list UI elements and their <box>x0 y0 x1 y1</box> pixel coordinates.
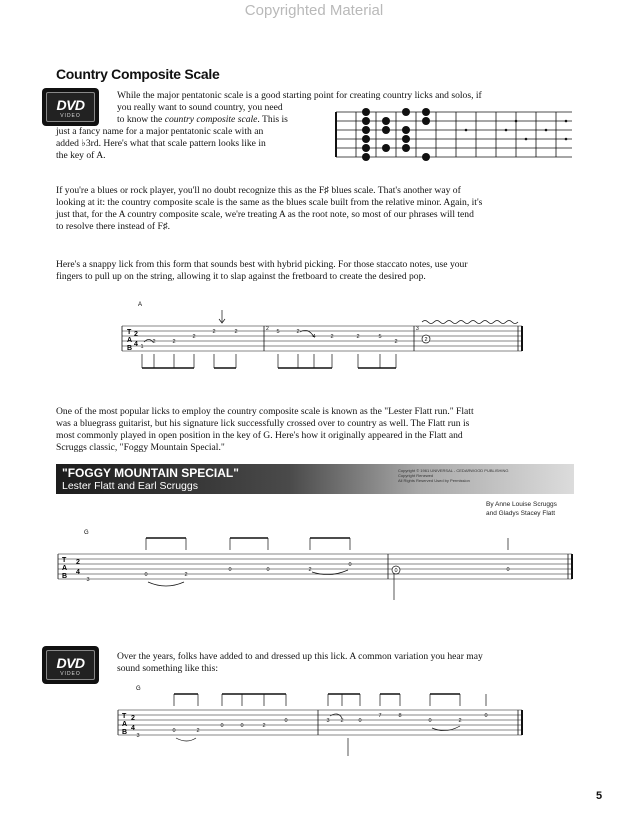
paragraph-1-line-2: you really want to sound country, you need <box>117 102 283 113</box>
paragraph-1-line-3-post: . This is <box>257 114 288 125</box>
dvd-logo-text: DVD <box>56 97 85 113</box>
paragraph-5-line-1: Over the years, folks have added to and dressed up this lick. A common variation you hear may <box>117 651 483 662</box>
songwriter-line-2: and Gladys Stacey Flatt <box>486 510 556 517</box>
dvd-video-icon-2[interactable] <box>42 646 99 684</box>
paragraph-1-line-3-pre: to know the <box>117 114 165 125</box>
svg-text:0: 0 <box>240 723 244 729</box>
svg-text:2: 2 <box>152 339 156 345</box>
svg-text:8: 8 <box>398 713 402 719</box>
paragraph-1-line-5: added ♭3rd. Here's what that scale pattern looks like in <box>56 138 266 149</box>
svg-text:2: 2 <box>458 718 462 724</box>
svg-text:2: 2 <box>212 329 216 335</box>
svg-text:3: 3 <box>136 733 140 739</box>
svg-text:2: 2 <box>394 339 398 345</box>
tab-letter-t: T <box>127 329 132 336</box>
songwriter-line-1: By Anne Louise Scruggs <box>486 501 557 508</box>
chord-symbol-2: G <box>84 530 89 536</box>
copyright-line-3: All Rights Reserved Used by Permission <box>398 478 470 483</box>
svg-text:0: 0 <box>228 567 232 573</box>
svg-text:2: 2 <box>196 728 200 734</box>
dvd-badge-frame-2 <box>46 650 95 680</box>
paragraph-1-line-6: the key of A. <box>56 150 106 161</box>
svg-text:2: 2 <box>330 334 334 340</box>
time-signature-top: 2 <box>76 559 80 566</box>
paragraph-3-line-1: Here's a snappy lick from this form that sounds best with hybrid picking. For those staccato notes, use your <box>56 259 468 270</box>
copyright-watermark: Copyrighted Material <box>244 2 384 19</box>
svg-text:2: 2 <box>234 329 238 335</box>
svg-text:7: 7 <box>378 713 382 719</box>
paragraph-2-line-2: looking at it: the country composite scale is the same as the blues scale built from the relative minor. Again, it's <box>56 197 483 208</box>
svg-text:5: 5 <box>276 329 280 335</box>
paragraph-4-line-2: was a bluegrass guitarist, but his signature lick successfully crossed over to country as well. The Flatt run is <box>56 418 470 429</box>
scale-fretboard-diagram <box>330 104 576 168</box>
paragraph-4-line-1: One of the most popular licks to employ the country composite scale is known as the "Lester Flatt run." Flatt <box>56 406 474 417</box>
chord-symbol-3: G <box>136 686 141 692</box>
copyright-line-2: Copyright Renewed <box>398 473 434 478</box>
svg-text:2: 2 <box>356 334 360 340</box>
time-signature-top: 2 <box>134 331 138 338</box>
tab-letter-a: A <box>127 337 133 344</box>
tab-letter-b: B <box>62 573 68 580</box>
dvd-logo-text-2: DVD <box>56 655 85 671</box>
chord-symbol-1: A <box>138 302 143 308</box>
dvd-sub-text: VIDEO <box>60 113 81 119</box>
svg-text:0: 0 <box>172 728 176 734</box>
paragraph-2-line-1: If you're a blues or rock player, you'll no doubt recognize this as the F♯ blues scale. That's another way of <box>56 185 461 196</box>
svg-text:0: 0 <box>284 718 288 724</box>
svg-text:3: 3 <box>326 718 330 724</box>
svg-text:3: 3 <box>86 577 90 583</box>
song-title: "FOGGY MOUNTAIN SPECIAL" <box>62 466 239 480</box>
tab-example-1 <box>118 296 528 378</box>
svg-text:2: 2 <box>296 329 300 335</box>
bar-number-3: 3 <box>416 326 419 332</box>
tab-example-3 <box>114 680 526 764</box>
page-number: 5 <box>596 790 603 802</box>
svg-text:0: 0 <box>220 723 224 729</box>
svg-text:2: 2 <box>172 339 176 345</box>
paragraph-1-emphasis: country composite scale <box>164 114 258 125</box>
time-signature-bottom: 4 <box>76 569 80 576</box>
svg-text:5: 5 <box>378 334 382 340</box>
tab-letter-a: A <box>62 565 68 572</box>
tab-letter-b: B <box>127 345 133 352</box>
songwriter-credit <box>486 500 557 518</box>
svg-text:2: 2 <box>184 572 188 578</box>
time-signature-bottom: 4 <box>134 341 138 348</box>
svg-text:2: 2 <box>308 567 312 573</box>
bar-number-2: 2 <box>266 326 269 332</box>
paragraph-5-line-2: sound something like this: <box>117 663 219 674</box>
paragraph-1-line-3 <box>117 114 288 126</box>
copyright-line-1: Copyright © 1961 UNIVERSAL - CEDARWOOD PUBLISHING <box>398 468 509 473</box>
svg-text:0: 0 <box>266 567 270 573</box>
paragraph-3-line-2: fingers to pull up on the string, allowing it to slap against the fretboard to create the desired pop. <box>56 271 426 282</box>
svg-text:2: 2 <box>340 718 344 724</box>
paragraph-2-line-3: just that, for the A country composite scale, we're treating A as the root note, so most of our phrases will tend <box>56 209 474 220</box>
time-signature-bottom: 4 <box>131 725 135 732</box>
svg-text:0: 0 <box>506 567 510 573</box>
tab-letter-b: B <box>122 729 128 736</box>
dvd-sub-text-2: VIDEO <box>60 671 81 677</box>
svg-text:0: 0 <box>428 718 432 724</box>
svg-text:2: 2 <box>424 337 428 343</box>
section-title: Country Composite Scale <box>56 66 220 82</box>
copyright-notice <box>398 468 568 483</box>
song-artist: Lester Flatt and Earl Scruggs <box>62 480 198 492</box>
svg-text:0: 0 <box>394 568 398 574</box>
svg-text:1: 1 <box>140 344 144 350</box>
tab-letter-t: T <box>122 713 127 720</box>
tab-example-2 <box>54 524 576 602</box>
paragraph-4-line-4: Scruggs classic, "Foggy Mountain Special." <box>56 442 225 453</box>
svg-text:0: 0 <box>484 713 488 719</box>
dvd-badge-frame <box>46 92 95 122</box>
paragraph-1-line-4: just a fancy name for a major pentatonic scale with an <box>56 126 264 137</box>
paragraph-2-line-4: to resolve there instead of F♯. <box>56 221 171 232</box>
tab-letter-t: T <box>62 557 67 564</box>
paragraph-1-line-1: While the major pentatonic scale is a good starting point for creating country licks and solos, if <box>117 90 482 101</box>
svg-text:0: 0 <box>348 562 352 568</box>
tab-letter-a: A <box>122 721 128 728</box>
svg-text:4: 4 <box>312 334 316 340</box>
svg-text:0: 0 <box>144 572 148 578</box>
dvd-video-icon[interactable] <box>42 88 99 126</box>
svg-text:2: 2 <box>262 723 266 729</box>
paragraph-4-line-3: most commonly played in open position in the key of G. Here's how it originally appeared in the Flatt and <box>56 430 463 441</box>
svg-text:2: 2 <box>192 334 196 340</box>
svg-text:0: 0 <box>358 718 362 724</box>
time-signature-top: 2 <box>131 715 135 722</box>
